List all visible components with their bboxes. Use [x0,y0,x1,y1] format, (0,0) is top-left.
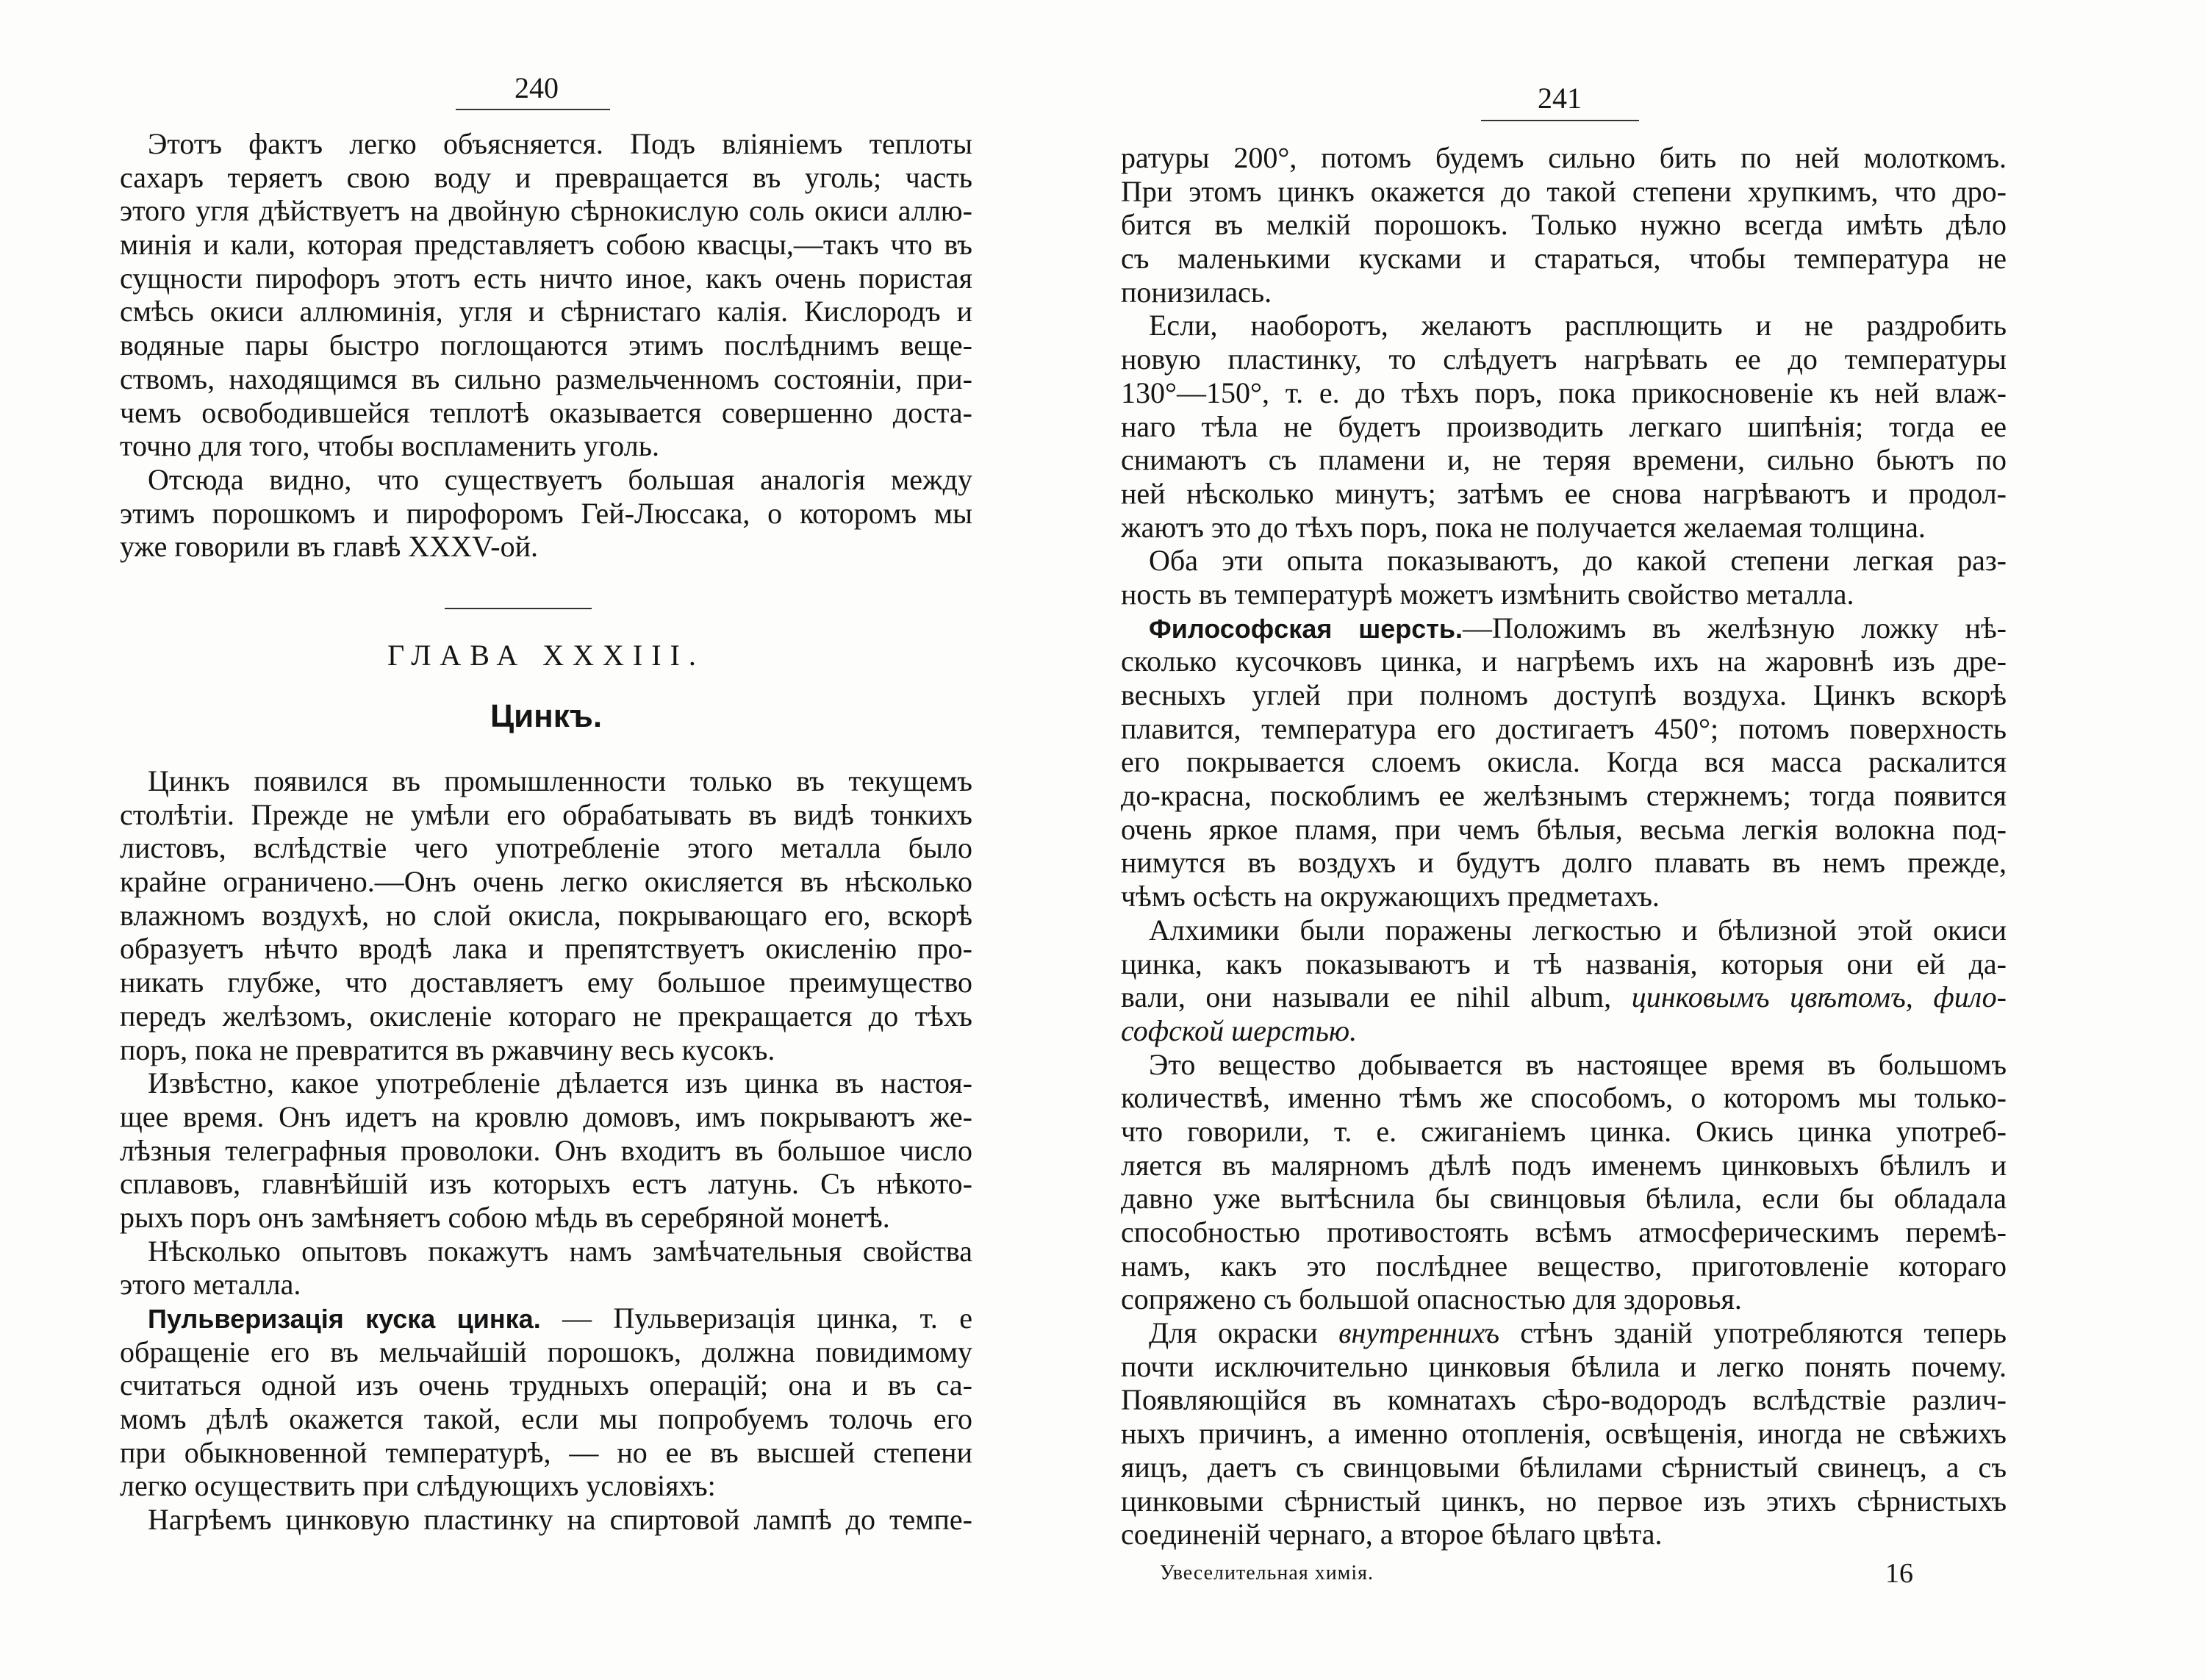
text-line: ствомъ, находящимся въ сильно размельченномъ состояніи, при- [120,362,972,395]
paragraph [1121,1048,2007,1317]
paragraph [1121,1316,2007,1551]
text-run: Для окраски [1149,1316,1339,1350]
text-line: жаютъ это до тѣхъ поръ, пока не получается желаемая толщина. [1121,510,1926,544]
text-line: момъ дѣлѣ окажется такой, если мы попробуемъ толочь его [120,1402,972,1436]
text-line: количествѣ, именно тѣмъ же способомъ, о которомъ мы только- [1121,1081,2007,1115]
text-line: соединеній чернаго, а второе бѣлаго цвѣта. [1121,1518,1663,1551]
text-line: сплавовъ, главнѣйшій изъ которыхъ естъ латунь. Съ нѣкото- [120,1167,972,1201]
run-in-heading: Пульверизація куска цинка. [148,1304,541,1334]
text-line: влажномъ воздухѣ, но слой окисла, покрывающаго его, вскорѣ [120,898,972,932]
chapter-heading: ГЛАВА XXXIII. [387,639,705,672]
text-line: минія и кали, которая представляетъ собою квасцы,—такъ что въ [120,228,972,262]
text-line: намъ, какъ это послѣднее вещество, приготовленіе котораго [1121,1249,2007,1282]
text-line: Этотъ фактъ легко объясняется. Подъ вліяніемъ теплоты [148,127,972,160]
left-top-text [120,127,972,564]
paragraph [1121,141,2007,309]
paragraph [120,1235,972,1302]
left-bottom-text [120,764,972,1537]
text-line: смѣсь окиси аллюминія, угля и сѣрнистаго калія. Кислородъ и [120,295,972,329]
text-line: щее время. Онъ идетъ на кровлю домовъ, имъ покрываютъ же- [120,1099,972,1133]
header-rule-left [456,109,610,110]
text-line: его покрывается слоемъ окисла. Когда вся масса раскалится [1121,745,2007,779]
text-line: давно уже вытѣснила бы свинцовыя бѣлила, если бы обладала [1121,1182,2007,1216]
text-line: этого металла. [120,1268,301,1302]
text-line: съ маленькими кусками и стараться, чтобы температура не [1121,242,2007,276]
text-line: рыхъ поръ онъ замѣняетъ собою мѣдь въ серебряной монетѣ. [120,1200,890,1234]
text-line: Если, наоборотъ, желаютъ расплющить и не раздробить [1149,309,2007,342]
text-line: легко осуществить при слѣдующихъ условіяхъ: [120,1469,716,1503]
italic-text: цинковымъ цвѣтомъ, фило- [1631,980,2007,1014]
text-line: При этомъ цинкъ окажется до такой степени хрупкимъ, что дро- [1121,174,2007,208]
text-line: наго тѣла не будетъ производить легкаго шипѣнія; тогда ее [1121,409,2007,443]
text-line: чѣмъ осѣсть на окружающихъ предметахъ. [1121,880,1660,913]
text-line: до-красна, поскоблимъ ее желѣзнымъ стержнемъ; тогда появится [1121,779,2007,813]
text-line: ность въ температурѣ можетъ измѣнить свойство металла. [1121,577,1854,611]
text-line: почти исключительно цинковыя бѣлила и легко понять почему. [1121,1349,2007,1383]
italic-text: внутреннихъ [1338,1316,1499,1350]
text-line: нимутся въ воздухъ и будутъ долго плавать въ немъ прежде, [1121,846,2007,880]
text-line: весныхъ углей при полномъ доступѣ воздуха. Цинкъ вскорѣ [1121,678,2007,711]
text-line: Появляющійся въ комнатахъ сѣро-водородъ вслѣдствіе различ- [1121,1383,2007,1417]
paragraph [120,463,972,564]
text-line: ляется въ малярномъ дѣлѣ подъ именемъ цинковыхъ бѣлилъ и [1121,1148,2007,1182]
text-line: этимъ порошкомъ и пирофоромъ Гей-Люссака, о которомъ мы [120,496,972,530]
text-line: новую пластинку, то слѣдуетъ нагрѣвать ее до температуры [1121,342,2007,376]
text-line: плавится, температура его достигаетъ 450°; потомъ поверхность [1121,711,2007,745]
text-line [1121,1014,2007,1048]
text-line: бится въ мелкій порошокъ. Только нужно всегда имѣть дѣло [1121,208,2007,242]
text-run: —Положимъ въ желѣзную ложку нѣ- [1463,611,2007,645]
text-run: стѣнъ зданій употребляются теперь [1499,1316,2007,1350]
text-line: цинка, какъ показываютъ и тѣ названія, которыя они ей да- [1121,947,2007,980]
text-line: лѣзныя телеграфныя проволоки. Онъ входитъ въ большое число [120,1133,972,1167]
text-line: Оба эти опыта показываютъ, до какой степени легкая раз- [1149,544,2007,578]
text-line: способностью противостоять всѣмъ атмосферическимъ перемѣ- [1121,1216,2007,1249]
text-line: считаться одной изъ очень трудныхъ операцій; она и въ са- [120,1368,972,1402]
text-line: Цинкъ появился въ промышленности только въ текущемъ [148,764,972,797]
text-line: водяные пары быстро поглощаются этимъ послѣднимъ веще- [120,329,972,362]
text-line: сопряжено съ большой опасностью для здоровья. [1121,1282,1742,1316]
text-line: сущности пирофоръ этотъ есть ничто иное, какъ очень пористая [120,261,972,295]
paragraph [1121,611,2007,913]
text-line: очень яркое пламя, при чемъ бѣлыя, весьма легкія волокна под- [1121,812,2007,846]
text-line: поръ, пока не превратится въ ржавчину весь кусокъ. [120,1033,775,1066]
text-line: ныхъ причинъ, а именно отопленія, освѣщенія, иногда не свѣжихъ [1121,1417,2007,1451]
text-line: сахаръ теряетъ свою воду и превращается въ уголь; часть [120,160,972,194]
page-number-left: 240 [514,71,559,104]
text-line: листовъ, вслѣдствіе чего употребленіе этого металла было [120,831,972,865]
right-text [1121,141,2007,1551]
text-line [120,1302,972,1335]
paragraph [1121,544,2007,611]
text-line [1121,1316,2007,1350]
text-line: Извѣстно, какое употребленіе дѣлается изъ цинка въ настоя- [148,1066,972,1100]
text-line [1121,611,2007,645]
text-line: чемъ освободившейся теплотѣ оказывается совершенно доста- [120,395,972,429]
paragraph [120,1066,972,1234]
text-line: Отсюда видно, что существуетъ большая аналогія между [148,462,972,496]
page-number-right: 241 [1538,82,1582,115]
text-line: 130°—150°, т. е. до тѣхъ поръ, пока прикосновеніе къ ней влаж- [1121,376,2007,409]
signature-number: 16 [1885,1558,1913,1589]
paragraph [120,1302,972,1503]
text-run: — Пульверизація цинка, т. е [540,1302,972,1335]
text-line: никать глубже, что доставляетъ ему большое преимущество [120,966,972,999]
text-line: понизилась. [1121,275,1272,309]
paragraph [1121,309,2007,544]
header-rule-right [1481,120,1639,121]
text-line: крайне ограничено.—Онъ очень легко окисляется въ нѣсколько [120,865,972,899]
text-line: Алхимики были поражены легкостью и бѣлизной этой окиси [1149,913,2007,947]
text-line: Нагрѣемъ цинковую пластинку на спиртовой лампѣ до темпе- [148,1503,972,1537]
text-line: передъ желѣзомъ, окисленіе котораго не прекращается до тѣхъ [120,999,972,1033]
text-line: Это вещество добывается въ настоящее время въ большомъ [1149,1047,2007,1081]
text-line: столѣтіи. Прежде не умѣли его обрабатывать въ видѣ тонкихъ [120,797,972,831]
footer-title: Увеселительная химія. [1160,1562,1374,1584]
chapter-rule [445,608,592,609]
text-line: обращеніе его въ мельчайшій порошокъ, должна повидимому [120,1335,972,1368]
text-line: Нѣсколько опытовъ покажутъ намъ замѣчательныя свойства [148,1234,972,1268]
text-run: вали, они называли ее nihil album, [1121,980,1632,1014]
text-line: яицъ, даетъ съ свинцовыми бѣлилами сѣрнистый свинецъ, а съ [1121,1450,2007,1484]
text-line: этого угля дѣйствуетъ на двойную сѣрнокислую соль окиси аллю- [120,194,972,228]
run-in-heading: Философская шерсть. [1149,613,1463,644]
text-line: цинковыми сѣрнистый цинкъ, но первое изъ этихъ сѣрнистыхъ [1121,1484,2007,1518]
paragraph [120,764,972,1066]
text-line: точно для того, чтобы воспламенить уголь. [120,429,659,463]
text-line: ратуры 200°, потомъ будемъ сильно бить по ней молоткомъ. [1121,141,2007,174]
text-line: что говорили, т. е. сжиганіемъ цинка. Окись цинка употреб- [1121,1114,2007,1148]
text-line: уже говорили въ главѣ XXXV-ой. [120,530,539,564]
text-line [1121,980,2007,1014]
chapter-title: Цинкъ. [490,698,603,734]
paragraph [120,127,972,463]
paragraph [1121,913,2007,1048]
text-line: сколько кусочковъ цинка, и нагрѣемъ ихъ на жаровнѣ изъ дре- [1121,645,2007,678]
italic-text: софской шерстью. [1121,1013,1358,1047]
text-line: образуетъ нѣчто вродѣ лака и препятствуетъ окисленію про- [120,932,972,966]
text-line: ней нѣсколько минутъ; затѣмъ ее снова нагрѣваютъ и продол- [1121,476,2007,510]
text-line: снимаютъ съ пламени и, не теряя времени, сильно бьютъ по [1121,443,2007,477]
text-line: при обыкновенной температурѣ, — но ее въ высшей степени [120,1435,972,1469]
paragraph [120,1503,972,1537]
